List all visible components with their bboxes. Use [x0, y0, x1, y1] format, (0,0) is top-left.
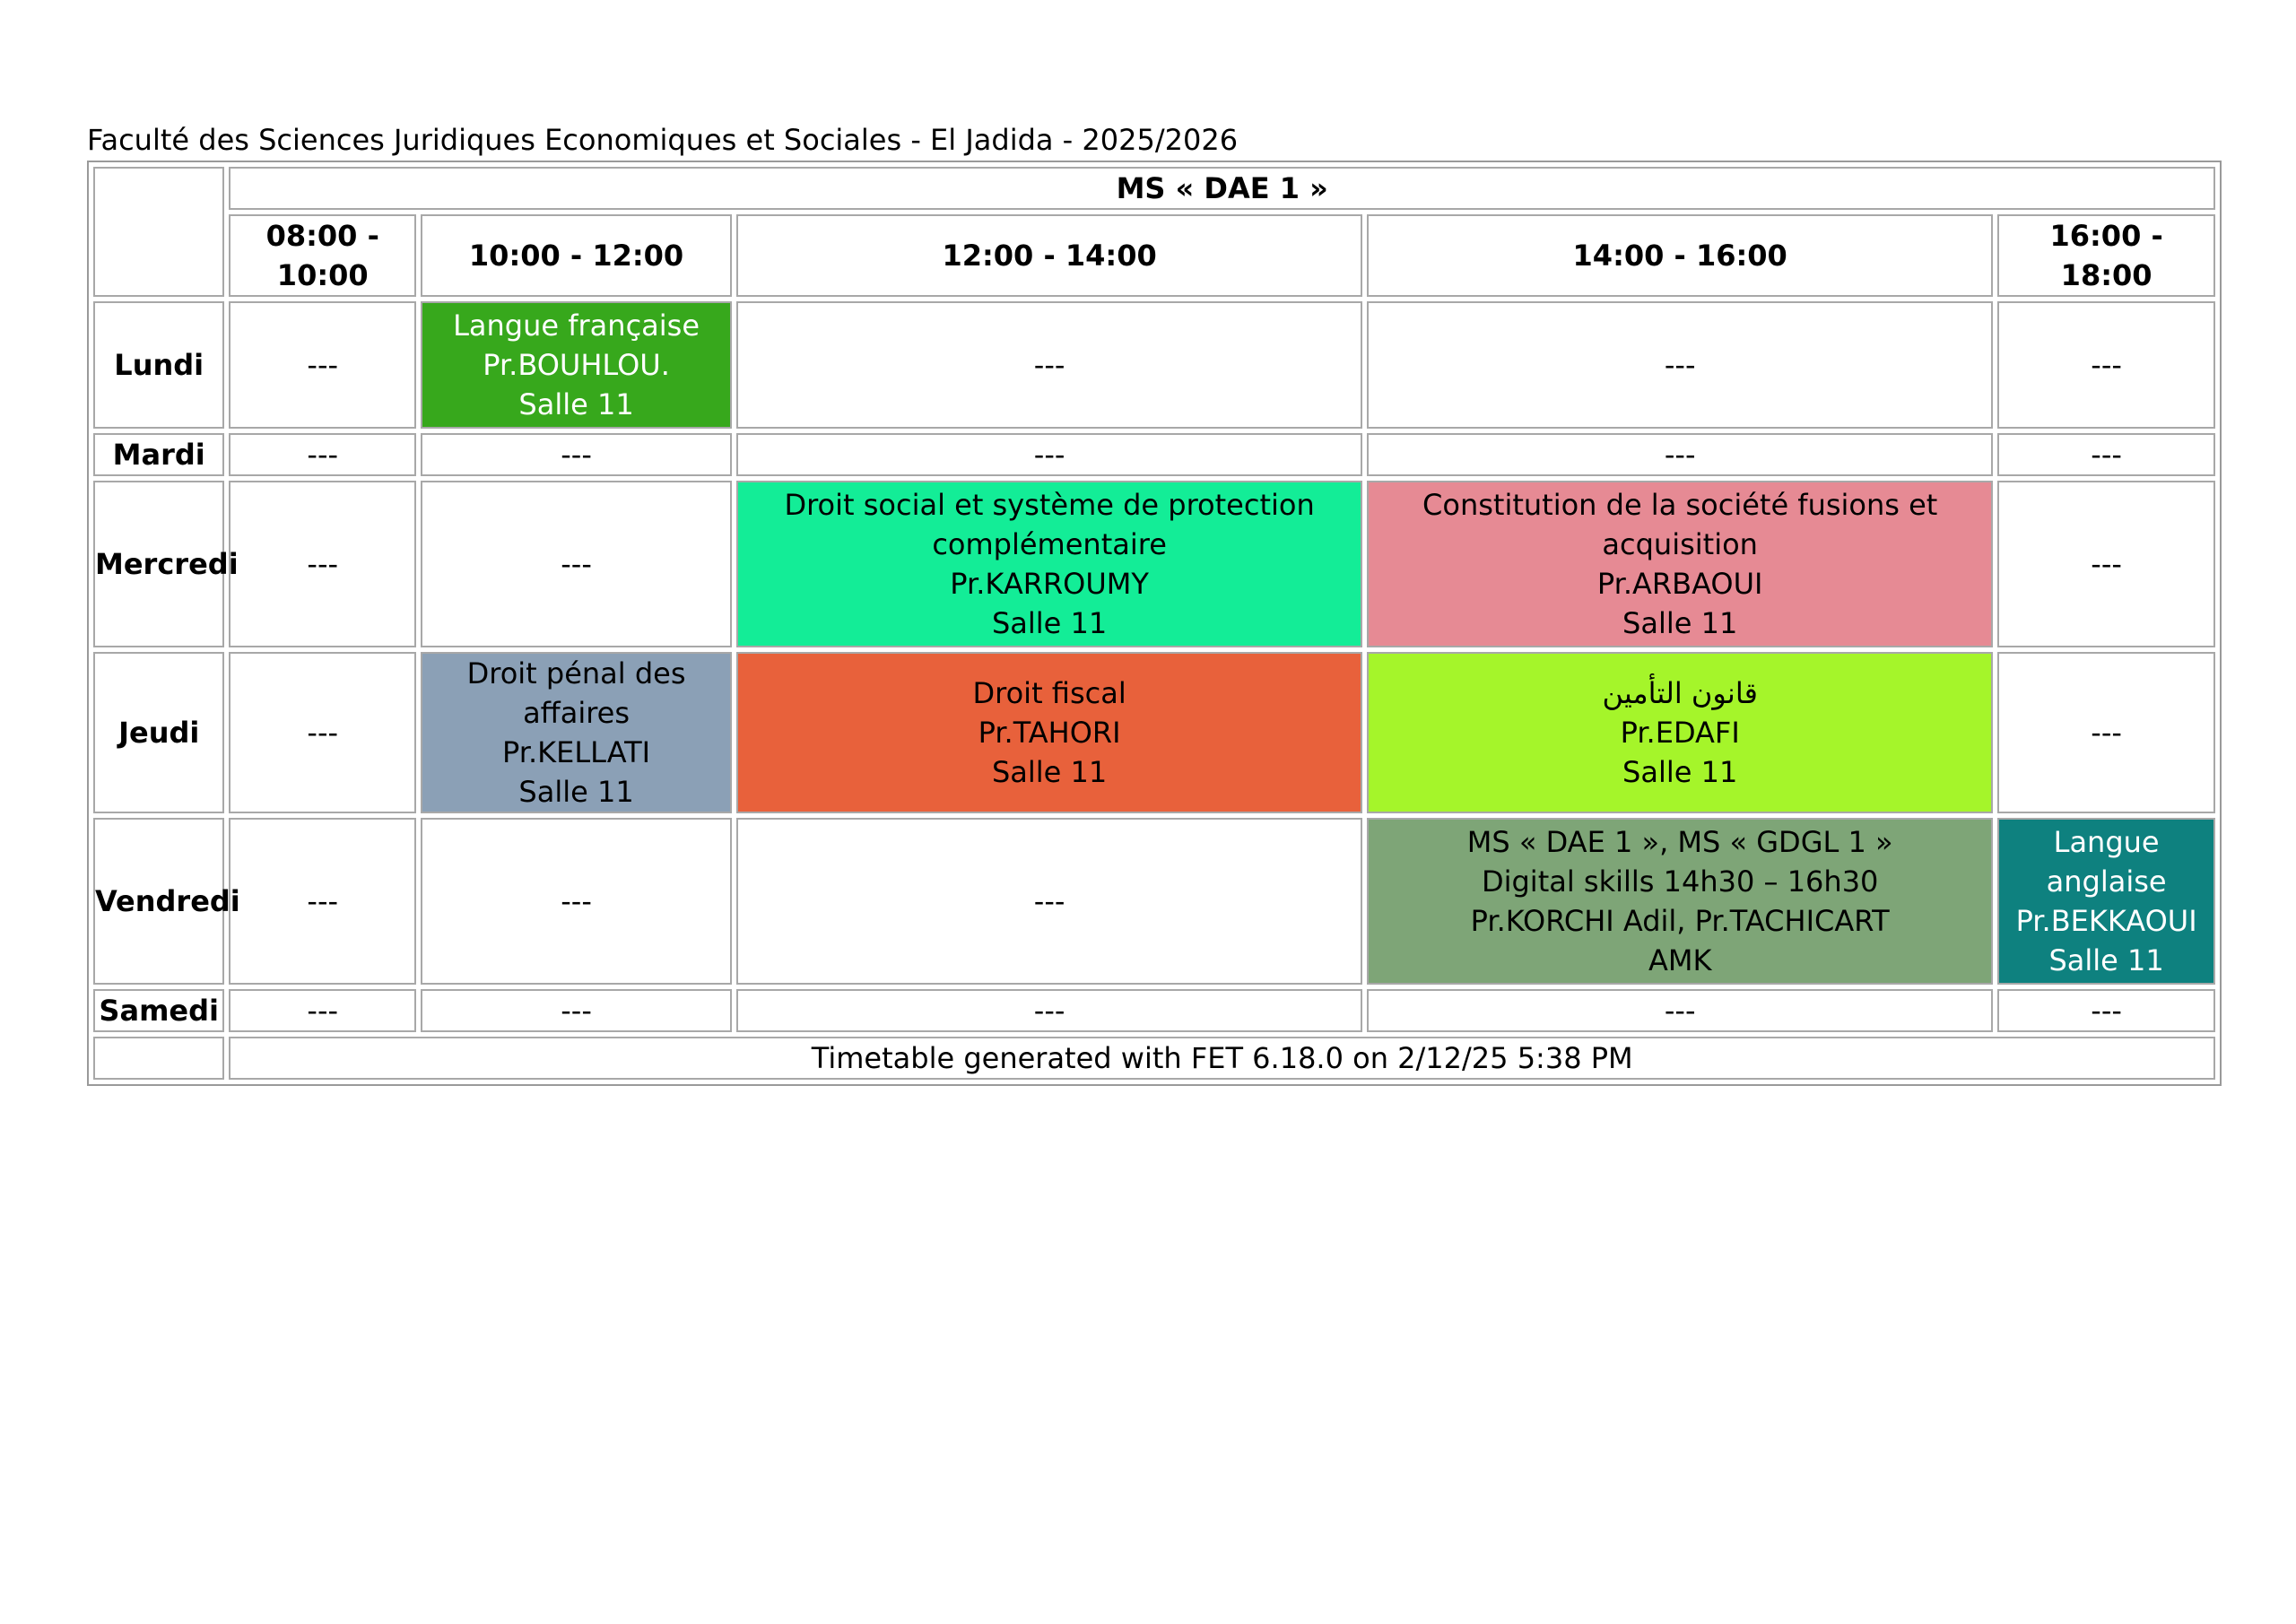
course-line: Salle 11	[518, 775, 634, 809]
course-line: قانون التأمين	[1602, 676, 1758, 710]
empty-cell: ---	[736, 818, 1362, 985]
page-title: Faculté des Sciences Juridiques Economiques et Sociales - El Jadida - 2025/2026	[87, 123, 1239, 157]
empty-cell: ---	[736, 989, 1362, 1032]
course-line: complémentaire	[932, 527, 1167, 561]
empty-cell: ---	[1997, 652, 2215, 813]
empty-cell: ---	[421, 481, 732, 647]
course-cell	[736, 481, 1362, 647]
course-line: Salle 11	[991, 606, 1108, 640]
course-line: Langue française	[453, 308, 700, 343]
course-cell	[421, 652, 732, 813]
course-line: acquisition	[1602, 527, 1758, 561]
course-line: Constitution de la société fusions et	[1422, 488, 1938, 522]
day-row	[93, 481, 2215, 647]
course-line: AMK	[1648, 943, 1712, 977]
course-cell	[1367, 652, 1993, 813]
course-line: Droit fiscal	[972, 676, 1126, 710]
course-line: Pr.KELLATI	[501, 735, 651, 769]
empty-cell: ---	[1367, 301, 1993, 429]
day-label: Samedi	[93, 989, 224, 1032]
course-line: Pr.EDAFI	[1620, 716, 1740, 750]
empty-cell: ---	[229, 989, 416, 1032]
empty-cell: ---	[1997, 433, 2215, 476]
empty-cell: ---	[229, 433, 416, 476]
course-line: Pr.BOUHLOU.	[483, 348, 670, 382]
footer-corner-cell	[93, 1037, 224, 1080]
empty-cell: ---	[1997, 989, 2215, 1032]
timetable-footer: Timetable generated with FET 6.18.0 on 2/12/25 5:38 PM	[229, 1037, 2215, 1080]
course-line: Salle 11	[518, 387, 634, 421]
time-slot-header: 16:00 - 18:00	[1997, 214, 2215, 297]
course-line: MS « DAE 1 », MS « GDGL 1 »	[1466, 825, 1893, 859]
empty-cell: ---	[1367, 433, 1993, 476]
day-row	[93, 989, 2215, 1032]
course-line: Salle 11	[1622, 606, 1738, 640]
empty-cell: ---	[229, 481, 416, 647]
course-line: Pr.BEKKAOUI	[2015, 904, 2197, 938]
day-row	[93, 818, 2215, 985]
empty-cell: ---	[1997, 481, 2215, 647]
empty-cell: ---	[229, 818, 416, 985]
course-cell	[1367, 481, 1993, 647]
empty-cell: ---	[421, 818, 732, 985]
course-cell	[1997, 818, 2215, 985]
course-line: Droit social et système de protection	[784, 488, 1315, 522]
time-slot-header: 14:00 - 16:00	[1367, 214, 1993, 297]
time-slot-header: 08:00 - 10:00	[229, 214, 416, 297]
course-line: Salle 11	[2048, 943, 2164, 977]
empty-cell: ---	[736, 433, 1362, 476]
course-line: Langue anglaise	[2046, 825, 2167, 899]
course-cell	[421, 301, 732, 429]
empty-cell: ---	[421, 989, 732, 1032]
empty-cell: ---	[421, 433, 732, 476]
empty-cell: ---	[1997, 301, 2215, 429]
course-line: Salle 11	[1622, 755, 1738, 789]
course-line: Pr.KARROUMY	[950, 567, 1149, 601]
group-title: MS « DAE 1 »	[229, 167, 2215, 210]
day-label: Mercredi	[93, 481, 224, 647]
day-label: Vendredi	[93, 818, 224, 985]
course-line: Pr.TAHORI	[978, 716, 1121, 750]
time-slot-header: 12:00 - 14:00	[736, 214, 1362, 297]
course-cell	[736, 652, 1362, 813]
empty-cell: ---	[1367, 989, 1993, 1032]
day-row	[93, 301, 2215, 429]
course-line: Salle 11	[991, 755, 1108, 789]
day-label: Jeudi	[93, 652, 224, 813]
course-line: Pr.KORCHI Adil, Pr.TACHICART	[1470, 904, 1890, 938]
corner-cell	[93, 167, 224, 297]
empty-cell: ---	[229, 652, 416, 813]
day-label: Lundi	[93, 301, 224, 429]
course-line: Pr.ARBAOUI	[1596, 567, 1763, 601]
course-cell	[1367, 818, 1993, 985]
course-line: Droit pénal des affaires	[466, 656, 686, 730]
day-label: Mardi	[93, 433, 224, 476]
empty-cell: ---	[229, 301, 416, 429]
course-line: Digital skills 14h30 – 16h30	[1481, 864, 1879, 899]
timetable	[87, 161, 2222, 1086]
day-row	[93, 652, 2215, 813]
day-row	[93, 433, 2215, 476]
time-slot-header: 10:00 - 12:00	[421, 214, 732, 297]
empty-cell: ---	[736, 301, 1362, 429]
